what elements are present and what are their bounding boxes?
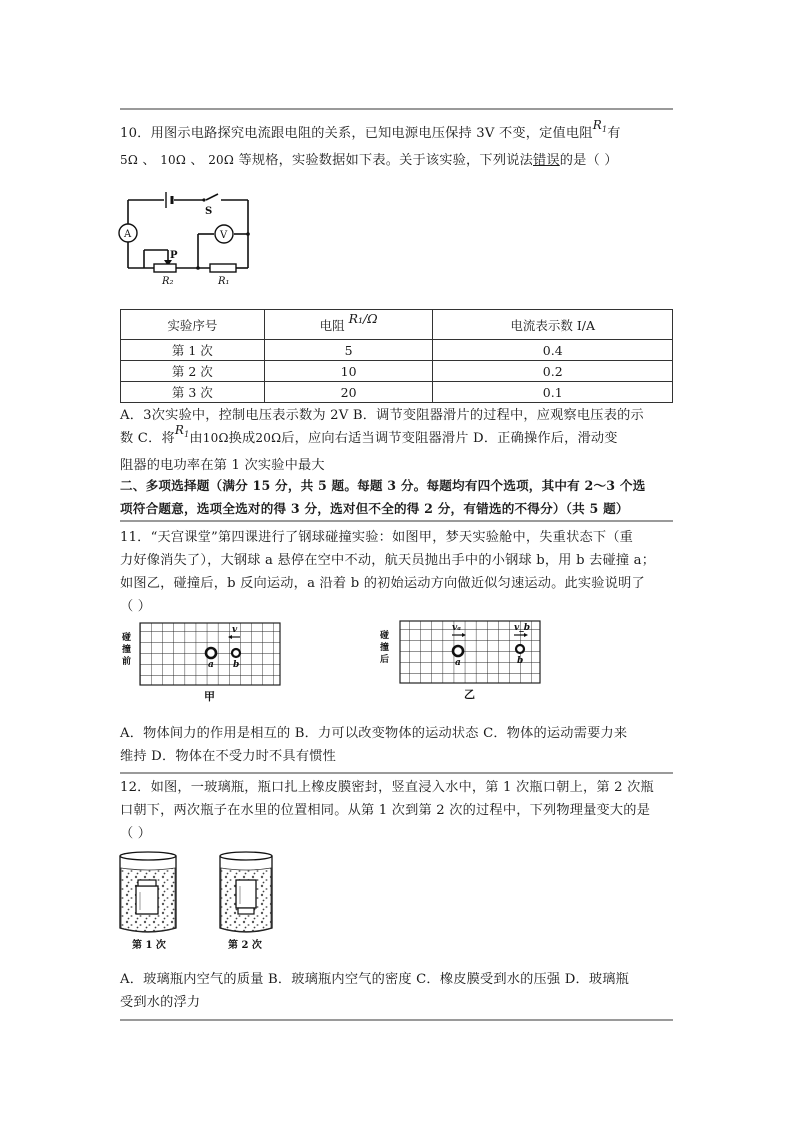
q10-options [120,404,673,477]
beaker-1-caption: 第 1 次 [132,940,166,951]
beaker-2-caption: 第 2 次 [228,940,262,951]
bottom-divider [120,1019,673,1021]
q12-options: A．玻璃瓶内空气的质量 B．玻璃瓶内空气的密度 C．橡皮膜受到水的压强 D．玻璃瓶 受到水的浮力 [120,972,630,1010]
circuit-diagram [118,186,258,290]
fig-caption-jia: 甲 [204,690,215,702]
ball-a-icon [206,648,216,658]
q10-stem-line1: 10．用图示电路探究电流跟电阻的关系，已知电源电压保持 3V 不变，定值电阻$R_1$有 [120,118,621,141]
q12-stem: 12．如图，一玻璃瓶，瓶口扎上橡皮膜密封，竖直浸入水中，第 1 次瓶口朝上，第 2 次瓶 口朝下，两次瓶子在水里的位置相同。从第 1 次到第 2 次的过程中，下列物理量变大的是 （ ） [120,780,654,841]
q10-stem [120,118,673,172]
top-divider [120,108,673,110]
q10-options-line2: 数 C．将$R_1$由10Ω换成20Ω后，应向右适当调节变阻器滑片 D．正确操作后，滑动变 [120,423,618,446]
r1-symbol: $R_1$ [592,118,608,134]
bottle-down-icon [236,880,256,908]
divider-q12 [120,772,673,774]
header-current: 电流表示数 I/A [433,310,673,340]
svg-text:vₐ: vₐ [452,623,461,633]
svg-text:b: b [233,660,240,670]
svg-text:b: b [517,656,524,666]
q11-stem: 11．“天宫课堂”第四课进行了钢球碰撞实验：如图甲，梦天实验舱中，失重状态下（重 力好像消失了），大钢球 a 悬停在空中不动，航天员抛出手中的小钢球 b，用 b 去碰撞 a； 如图乙，碰撞后，b 反向运动，a 沿着 b 的初始运动方向做近似匀速运动。此实验说明了 （ ） [120,530,656,614]
svg-text:v_b: v_b [514,623,531,633]
table-row: 第 1 次 5 0.4 [121,340,673,361]
table-row: 第 3 次 20 0.1 [121,382,673,403]
beaker-1 [120,852,176,932]
collision-after-figure [376,618,542,700]
fig-caption-yi: 乙 [464,688,475,700]
ammeter-label: A [124,229,132,240]
svg-text:a: a [208,660,214,670]
divider-q11 [120,520,673,522]
after-label: 碰撞后 [380,631,390,665]
before-label: 碰撞前 [122,633,132,667]
svg-text:v: v [232,625,238,635]
collision-before-figure [118,620,284,702]
switch-label: S [205,206,213,217]
table-row: 第 2 次 10 0.2 [121,361,673,382]
q10-stem-line2: 5Ω 、 10Ω 、 20Ω 等规格，实验数据如下表。关于该实验，下列说法错误的是（ ） [120,153,618,168]
q11-options: A．物体间力的作用是相互的 B．力可以改变物体的运动状态 C．物体的运动需要力来 维持 D．物体在不受力时不具有惯性 [120,726,628,764]
voltmeter-label: V [220,230,228,241]
bottle-up-icon [136,886,158,914]
slider-label: P [170,250,178,261]
ball-a-icon [453,646,463,656]
section2-heading: 二、多项选择题（满分 15 分，共 5 题。每题 3 分。每题均有四个选项，其中有 2～3 个选 项符合题意，选项全选对的得 3 分，选对但不全的得 2 分，有错选的不得分）（共 5 题） [120,478,646,516]
q10-data-table [120,309,673,403]
r1-label: R₁ [218,276,230,287]
ball-b-icon [516,645,524,653]
table-header-row [121,310,673,340]
r1-resistor [210,264,236,272]
svg-text:a: a [455,658,461,668]
beaker-figure [116,848,276,952]
r2-resistor [154,264,176,272]
header-resistance: 电阻 R₁/Ω [264,310,433,340]
q10-options-line3: 阻器的电功率在第 1 次实验中最大 [120,458,325,473]
r2-label: R₂ [162,276,174,287]
beaker-2 [220,852,272,932]
q10-options-line1: A．3次实验中，控制电压表示数为 2V B．调节变阻器滑片的过程中，应观察电压表的示 [120,408,644,423]
header-trial: 实验序号 [121,310,265,340]
ball-b-icon [232,649,240,657]
